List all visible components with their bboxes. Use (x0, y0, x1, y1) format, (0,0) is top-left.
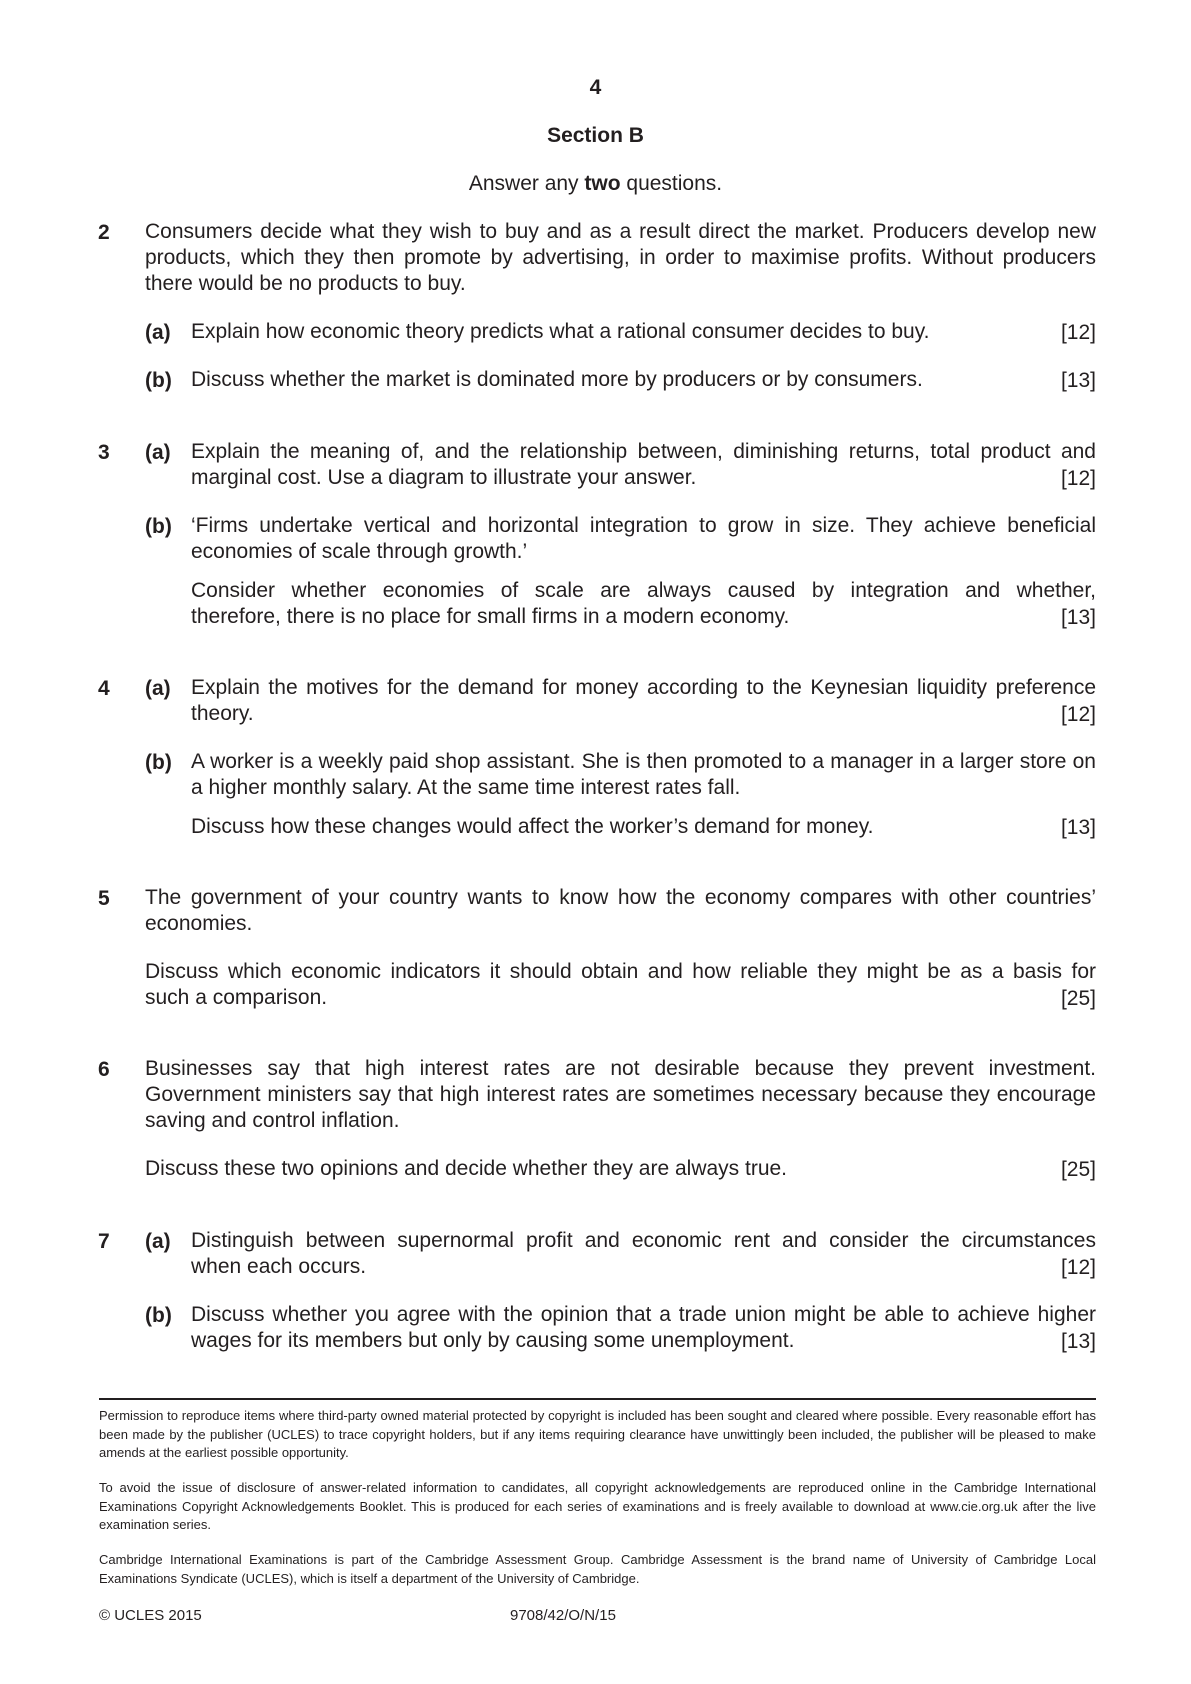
question-2-stem: Consumers decide what they wish to buy and as a result direct the market. Producers develop new products, which they then promote by advertising, in order to maximise profits. Without producers there would be no products to buy. (145, 220, 1096, 295)
organisation-notice: Cambridge International Examinations is part of the Cambridge Assessment Group. Cambridge Assessment is the brand name of University of Cambridge Local Examinations Syndicate (UCLES), which is itself a department of the University of Cambridge. (99, 1552, 1096, 1586)
question-3-number: 3 (98, 441, 110, 464)
question-5-line-1: Discuss which economic indicators it should obtain and how reliable they might be as a basis for (145, 960, 1096, 983)
question-3b-line-2: therefore, there is no place for small firms in a modern economy. (191, 605, 790, 628)
question-3a-marks: [12] (1060, 467, 1096, 490)
instruction-before: Answer any (468, 172, 585, 195)
question-4b-task: Discuss how these changes would affect the worker’s demand for money. (191, 815, 874, 838)
question-6-number: 6 (98, 1058, 110, 1081)
question-2-number: 2 (98, 221, 110, 244)
copyright-line: © UCLES 2015 (99, 1607, 202, 1624)
question-4a-label: (a) (145, 677, 171, 700)
question-7a-line-2: when each occurs. (191, 1255, 367, 1278)
footer-rule (99, 1398, 1096, 1400)
question-2a-marks: [12] (1060, 321, 1096, 344)
question-2b-text: Discuss whether the market is dominated more by producers or by consumers. (191, 368, 923, 391)
instruction-emphasis: two (584, 172, 621, 195)
question-2b-marks: [13] (1060, 369, 1096, 392)
question-4b-label: (b) (145, 751, 172, 774)
question-4a-line-2: theory. (191, 702, 254, 725)
question-7b-line-2: wages for its members but only by causing some unemployment. (191, 1329, 795, 1352)
question-7b-label: (b) (145, 1304, 172, 1327)
paper-code: 9708/42/O/N/15 (510, 1607, 616, 1624)
question-4a-line-1: Explain the motives for the demand for money according to the Keynesian liquidity preference (191, 676, 1096, 699)
question-3b-line-1: Consider whether economies of scale are always caused by integration and whether, (191, 579, 1096, 602)
question-7-number: 7 (98, 1230, 110, 1253)
question-5-number: 5 (98, 887, 110, 910)
question-4-number: 4 (98, 677, 110, 700)
question-3b-quote: ‘Firms undertake vertical and horizontal integration to grow in size. They achieve beneficial economies of scale through growth.’ (191, 514, 1096, 563)
question-4b-marks: [13] (1060, 816, 1096, 839)
question-3b-marks: [13] (1060, 606, 1096, 629)
question-5-stem: The government of your country wants to know how the economy compares with other countries’ economies. (145, 886, 1096, 935)
question-4b-text: A worker is a weekly paid shop assistant. She is then promoted to a manager in a larger store on a higher monthly salary. At the same time interest rates fall. (191, 750, 1096, 799)
instruction-after: questions. (620, 172, 723, 195)
page-number: 4 (589, 76, 602, 99)
question-4a-marks: [12] (1060, 703, 1096, 726)
question-3a-line-1: Explain the meaning of, and the relationship between, diminishing returns, total product and (191, 440, 1096, 463)
question-2b-label: (b) (145, 369, 172, 392)
acknowledgements-notice: To avoid the issue of disclosure of answer-related information to candidates, all copyright acknowledgements are reproduced online in the Cambridge International Examinations Copyright Acknowledgements Booklet. This is produced for each series of examinations and is freely available to download at www.cie.org.uk after the live examination series. (99, 1480, 1096, 1532)
question-7a-label: (a) (145, 1230, 171, 1253)
question-3a-line-2: marginal cost. Use a diagram to illustrate your answer. (191, 466, 697, 489)
instruction (0, 172, 1191, 196)
question-7b-marks: [13] (1060, 1330, 1096, 1353)
question-7a-marks: [12] (1060, 1256, 1096, 1279)
question-5-line-2: such a comparison. (145, 986, 328, 1009)
question-2a-label: (a) (145, 321, 171, 344)
question-5-marks: [25] (1060, 987, 1096, 1010)
copyright-notice: Permission to reproduce items where third-party owned material protected by copyright is included has been sought and cleared where possible. Every reasonable effort has been made by the publisher (UCLES) to trace copyright holders, but if any items requiring clearance have unwittingly been included, the publisher will be pleased to make amends at the earliest possible opportunity. (99, 1408, 1096, 1460)
question-6-marks: [25] (1060, 1158, 1096, 1181)
question-7a-line-1: Distinguish between supernormal profit and economic rent and consider the circumstances (191, 1229, 1096, 1252)
question-6-stem: Businesses say that high interest rates are not desirable because they prevent investment. Government ministers say that high interest rates are sometimes necessary because they encourage saving and control inflation. (145, 1057, 1096, 1132)
question-2a-text: Explain how economic theory predicts what a rational consumer decides to buy. (191, 320, 930, 343)
section-title: Section B (547, 124, 644, 147)
question-3b-label: (b) (145, 515, 172, 538)
question-6-task: Discuss these two opinions and decide whether they are always true. (145, 1157, 788, 1180)
question-7b-line-1: Discuss whether you agree with the opinion that a trade union might be able to achieve higher (191, 1303, 1096, 1326)
question-3a-label: (a) (145, 441, 171, 464)
